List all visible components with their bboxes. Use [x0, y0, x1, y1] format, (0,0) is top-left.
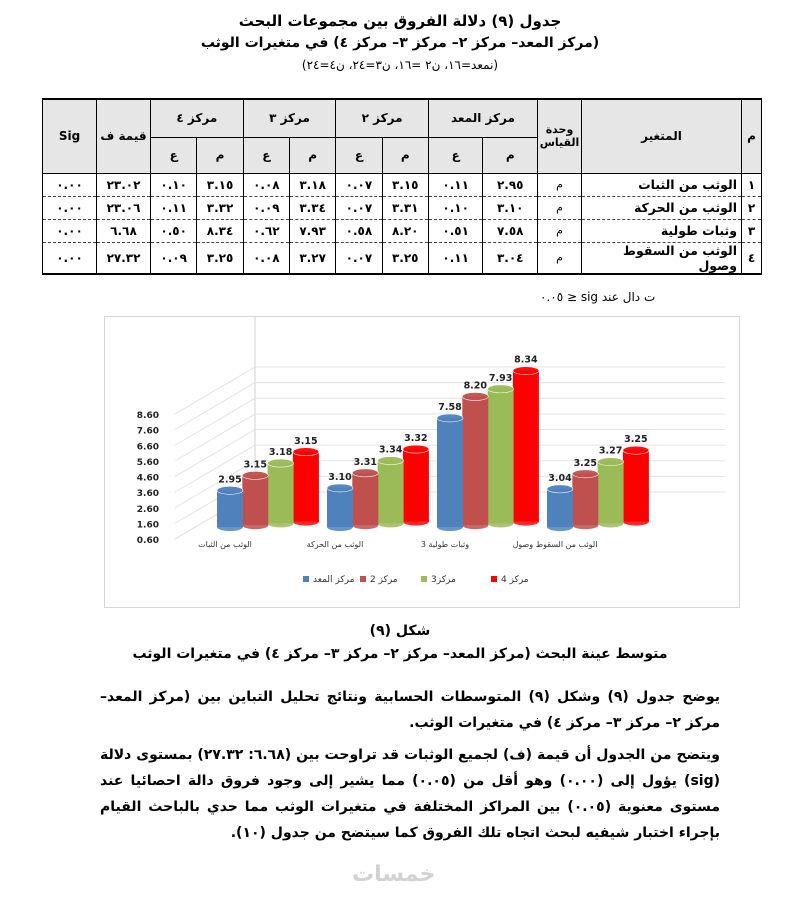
bar-base	[623, 518, 649, 526]
paragraph-2: ويتضح من الجدول أن قيمة (ف) لجميع الوثبات قد تراوحت بين (٦.٦٨: ٢٧.٣٢) بمستوى دلالة (sig) يؤول إلى (٠.٠٠) وهو أقل من (٠.٠٥) مما يشير إلى وجود فروق دالة احصائيا عند مستوى معنوية (٠.٠٥) بين المراكز المختلفة في متغيرات الوثب مما حدي بالباحث القيام بإجراء اختبار شيفيه لبحث اتجاه تلك الفروق كما سيتضح من جدول (١٠).	[100, 747, 720, 841]
bar-base	[378, 519, 404, 527]
cell: ٠.٥١	[428, 219, 483, 242]
y-tick-label: 7.60	[136, 426, 159, 437]
legend-swatch	[491, 576, 497, 582]
cell: ٣.٣١	[382, 196, 428, 219]
row-variable: الوثب من السقوط وصول	[582, 242, 742, 274]
bar-cap	[217, 486, 243, 494]
cell: ٣.٢٥	[382, 242, 428, 274]
bar-cap	[352, 469, 378, 477]
data-label: 3.27	[598, 445, 623, 457]
cell: ٣.٢٧	[289, 242, 335, 274]
x-tick-label: الوثب من الثبات	[198, 540, 252, 549]
legend-label: مركز 4	[501, 575, 529, 585]
cell: ٣.١٥	[197, 173, 243, 196]
bar-3-3	[623, 450, 649, 521]
title-line-3: (نمعد=١٦، ن٢ =١٦، ن٣=٢٤، ن٤=٢٤)	[301, 58, 499, 72]
cell: ٠.٥٨	[336, 219, 382, 242]
bar-2-3	[598, 462, 624, 524]
legend-label: مركز 2	[370, 575, 398, 585]
bar-base	[598, 519, 624, 527]
row-sig: ٠.٠٠	[43, 242, 97, 274]
col-sd: ع	[151, 137, 197, 173]
bar-2-1	[378, 461, 404, 524]
bar-base	[547, 523, 573, 531]
data-label: 3.32	[404, 433, 428, 445]
col-group-1: مركز ٢	[336, 99, 429, 137]
bar-cap	[242, 471, 268, 479]
caption-line-2: متوسط عينة البحث (مركز المعد– مركز ٢– مركز ٣– مركز ٤) في متغيرات الوثب	[132, 646, 668, 662]
data-label: 7.93	[488, 372, 513, 384]
data-label: 2.95	[218, 474, 242, 486]
row-number: ٣	[742, 219, 762, 242]
row-unit: م	[538, 219, 582, 242]
row-sig: ٠.٠٠	[43, 173, 97, 196]
cell: ٠.٠٩	[151, 242, 197, 274]
legend-swatch	[303, 576, 309, 582]
bar-base	[268, 519, 294, 527]
cell: ٧.٩٣	[289, 219, 335, 242]
col-sd: ع	[243, 137, 289, 173]
row-variable: وثبات طولية	[582, 219, 742, 242]
table-title	[60, 10, 740, 76]
paragraph-1: يوضح جدول (٩) وشكل (٩) المتوسطات الحسابية ونتائج تحليل التباين بين (مركز المعد– مركز ٢– مركز ٣– مركز ٤) في متغيرات الوثب.	[100, 689, 720, 731]
col-sd: ع	[336, 137, 382, 173]
cell: ٠.١١	[428, 173, 483, 196]
bar-3-1	[403, 449, 429, 521]
cell: ٨.٢٠	[382, 219, 428, 242]
row-number: ٢	[742, 196, 762, 219]
cell: ٨.٣٤	[197, 219, 243, 242]
cell: ٠.١١	[151, 196, 197, 219]
row-variable: الوثب من الحركة	[582, 196, 742, 219]
bar-cap	[403, 445, 429, 453]
cell: ٣.١٨	[289, 173, 335, 196]
bar-cap	[572, 470, 598, 478]
data-label: 3.31	[353, 456, 378, 468]
col-m: م	[742, 99, 762, 173]
bar-0-3	[547, 489, 573, 527]
bar-base	[293, 518, 319, 526]
cell: ٣.٣٢	[197, 196, 243, 219]
bar-cap	[327, 484, 353, 492]
bar-chart	[105, 317, 739, 607]
cell: ٧.٥٨	[483, 219, 538, 242]
bar-base	[242, 521, 268, 529]
data-label: 8.34	[514, 354, 538, 366]
y-tick-label: 6.60	[136, 442, 159, 453]
cell: ٣.٣٤	[289, 196, 335, 219]
cell: ٣.٢٥	[197, 242, 243, 274]
gridline	[175, 367, 255, 414]
bar-0-2	[437, 418, 463, 527]
legend-swatch	[421, 576, 427, 582]
bar-3-0	[293, 452, 319, 522]
table-row	[43, 173, 762, 196]
x-tick-label: الوثب من السقوط وصول	[512, 540, 598, 549]
cell: ٠.٦٢	[243, 219, 289, 242]
row-f: ٦.٦٨	[97, 219, 151, 242]
bar-cap	[547, 485, 573, 493]
data-label: 3.25	[573, 457, 598, 469]
cell: ٣.١٠	[483, 196, 538, 219]
data-label: 3.25	[624, 434, 648, 446]
watermark: خمسات	[352, 862, 436, 887]
bar-cap	[437, 414, 463, 422]
y-tick-label: 8.60	[136, 411, 159, 421]
legend-swatch	[360, 576, 366, 582]
row-f: ٢٣.٠٢	[97, 173, 151, 196]
bar-base	[488, 519, 514, 527]
legend-label: مركز3	[431, 575, 456, 585]
data-label: 3.15	[294, 435, 318, 447]
bar-1-1	[352, 473, 378, 525]
y-tick-label: 3.60	[136, 489, 159, 500]
cell: ٠.٠٨	[243, 242, 289, 274]
col-sd: ع	[428, 137, 483, 173]
data-label: 3.04	[548, 472, 572, 484]
x-tick-label: الوثب من الحركة	[306, 540, 364, 549]
bar-base	[352, 521, 378, 529]
col-sig: Sig	[43, 99, 97, 173]
data-label: 3.10	[328, 471, 352, 483]
col-f: قيمة ف	[97, 99, 151, 173]
cell: ٣.٠٤	[483, 242, 538, 274]
col-group-3: مركز ٤	[151, 99, 244, 137]
bar-cap	[462, 392, 488, 400]
y-tick-label: 2.60	[136, 504, 159, 515]
data-label: 3.18	[268, 447, 293, 459]
x-tick-label: 3 وثبات طولية	[420, 540, 470, 549]
y-tick-label: 1.60	[136, 520, 159, 531]
row-variable: الوثب من الثبات	[582, 173, 742, 196]
bar-cap	[513, 367, 539, 375]
data-label: 3.34	[378, 444, 403, 456]
col-mean: م	[197, 137, 243, 173]
bar-base	[217, 523, 243, 531]
data-label: 7.58	[438, 401, 462, 413]
row-unit: م	[538, 196, 582, 219]
cell: ٠.٠٧	[336, 242, 382, 274]
cell: ٠.٠٧	[336, 196, 382, 219]
bar-cap	[268, 459, 294, 467]
row-unit: م	[538, 173, 582, 196]
bar-1-3	[572, 474, 598, 525]
table-row	[43, 242, 762, 274]
bar-base	[572, 521, 598, 529]
bar-cap	[378, 457, 404, 465]
results-table	[42, 98, 762, 275]
cell: ٠.٥٠	[151, 219, 197, 242]
bar-base	[403, 518, 429, 526]
cell: ٠.٠٩	[243, 196, 289, 219]
significance-note: ت دال عند sig ≤ ٠.٠٥	[540, 290, 656, 304]
bar-2-0	[268, 463, 294, 523]
col-variable: المتغير	[582, 99, 742, 173]
row-f: ٢٣.٠٦	[97, 196, 151, 219]
y-tick-label: 0.60	[136, 536, 159, 546]
bar-base	[513, 518, 539, 526]
table-row	[43, 219, 762, 242]
title-line-1: جدول (٩) دلالة الفروق بين مجموعات البحث	[238, 12, 562, 30]
data-label: 3.15	[243, 459, 268, 471]
col-group-2: مركز ٣	[243, 99, 336, 137]
chart-frame	[104, 316, 740, 608]
row-number: ٤	[742, 242, 762, 274]
bar-base	[462, 521, 488, 529]
gridline	[175, 398, 255, 445]
legend-label: مركز المعد	[313, 575, 355, 585]
bar-cap	[488, 385, 514, 393]
title-line-2: (مركز المعد– مركز ٢– مركز ٣– مركز ٤) في متغيرات الوثب	[200, 35, 600, 51]
figure-caption	[60, 620, 740, 666]
y-tick-label: 5.60	[136, 457, 159, 468]
cell: ٠.١٠	[151, 173, 197, 196]
row-sig: ٠.٠٠	[43, 196, 97, 219]
y-tick-label: 4.60	[136, 473, 159, 484]
col-mean: م	[483, 137, 538, 173]
col-mean: م	[382, 137, 428, 173]
bar-1-2	[462, 396, 488, 525]
cell: ٣.١٥	[382, 173, 428, 196]
row-sig: ٠.٠٠	[43, 219, 97, 242]
row-f: ٢٧.٣٢	[97, 242, 151, 274]
bar-cap	[623, 446, 649, 454]
col-unit: وحدة القياس	[538, 99, 582, 173]
bar-base	[437, 523, 463, 531]
col-mean: م	[289, 137, 335, 173]
gridline	[175, 414, 255, 461]
bar-3-2	[513, 371, 539, 522]
cell: ٢.٩٥	[483, 173, 538, 196]
cell: ٠.٠٧	[336, 173, 382, 196]
table-row	[43, 196, 762, 219]
bar-2-2	[488, 389, 514, 524]
col-group-0: مركز المعد	[428, 99, 537, 137]
row-unit: م	[538, 242, 582, 274]
bar-0-1	[327, 488, 353, 527]
bar-cap	[598, 458, 624, 466]
bar-0-0	[217, 490, 243, 527]
caption-line-1: شكل (٩)	[369, 623, 431, 639]
bar-1-0	[242, 475, 268, 525]
data-label: 8.20	[463, 380, 488, 392]
cell: ٠.١٠	[428, 196, 483, 219]
cell: ٠.١١	[428, 242, 483, 274]
row-number: ١	[742, 173, 762, 196]
cell: ٠.٠٨	[243, 173, 289, 196]
bar-cap	[293, 448, 319, 456]
bar-base	[327, 523, 353, 531]
gridline	[175, 383, 255, 430]
